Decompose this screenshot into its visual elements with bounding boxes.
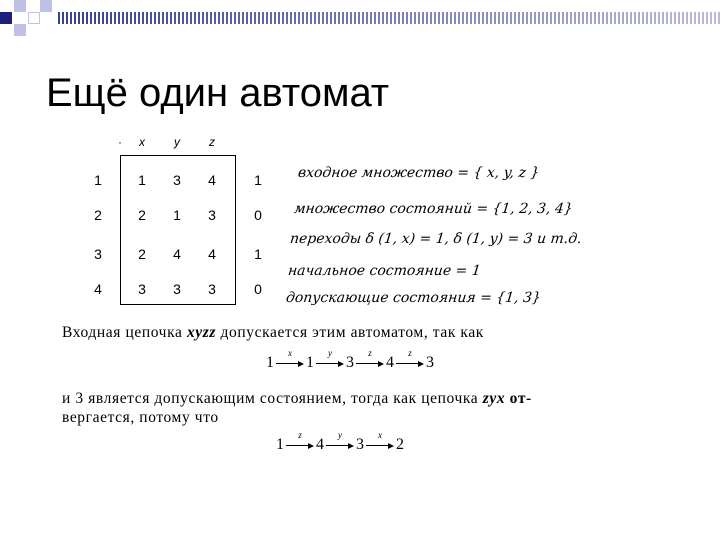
accepted-run-chain	[266, 348, 434, 382]
transition-arrow	[366, 430, 394, 454]
input-word: xyzz	[186, 324, 217, 341]
table-cell: 2	[138, 207, 146, 223]
accepting-states-definition: допускающие состояния = {1, 3}	[285, 290, 542, 306]
decor-square	[0, 12, 12, 24]
table-accept-flag: 0	[254, 207, 262, 223]
slide-title: Ещё один автомат	[46, 71, 390, 115]
arrow-label: z	[298, 430, 302, 440]
transition-arrow	[316, 348, 344, 372]
table-cell: 1	[138, 172, 146, 188]
decor-square	[40, 0, 52, 12]
table-cell: 3	[173, 172, 181, 188]
table-state-label: 2	[94, 207, 102, 223]
table-state-label: 1	[94, 172, 102, 188]
top-gradient-band	[58, 12, 720, 24]
chain-state: 1	[276, 436, 284, 453]
input-set-definition: входное множество = { x, y, z }	[297, 165, 541, 181]
paragraph-accepted	[62, 324, 484, 342]
corner-decoration	[0, 0, 60, 40]
chain-state: 1	[266, 354, 274, 371]
table-accept-flag: 1	[254, 246, 262, 262]
input-word: zyx	[482, 390, 506, 407]
arrow-label: y	[338, 430, 342, 440]
chain-state: 3	[426, 354, 434, 371]
chain-state: 3	[346, 354, 354, 371]
arrow-label: y	[328, 348, 332, 358]
table-state-label: 3	[94, 246, 102, 262]
table-cell: 3	[173, 281, 181, 297]
paragraph-text: и 3 является допускающим состоянием, тогда как цепочка	[62, 390, 483, 407]
decor-square	[28, 12, 40, 24]
paragraph-rejected-line2: вергается, потому что	[62, 409, 219, 426]
table-cell: 3	[208, 207, 216, 223]
transition-arrow	[356, 348, 384, 372]
table-cell: 1	[173, 207, 181, 223]
chain-state: 3	[356, 436, 364, 453]
table-cell: 3	[138, 281, 146, 297]
paragraph-rejected-line1	[62, 390, 532, 408]
arrow-label: x	[378, 430, 382, 440]
arrow-label: z	[368, 348, 372, 358]
arrow-label: x	[288, 348, 292, 358]
table-column-header: y	[174, 135, 180, 149]
table-cell: 3	[208, 281, 216, 297]
table-cell: 4	[208, 246, 216, 262]
table-accept-flag: 0	[254, 281, 262, 297]
paragraph-text: от-	[505, 390, 532, 407]
table-state-label: 4	[94, 281, 102, 297]
arrow-label: z	[408, 348, 412, 358]
transition-arrow	[326, 430, 354, 454]
transition-arrow	[276, 348, 304, 372]
table-column-header: z	[209, 135, 215, 149]
chain-state: 1	[306, 354, 314, 371]
table-cell: 4	[208, 172, 216, 188]
table-column-header: x	[139, 135, 145, 149]
decor-square	[14, 24, 26, 36]
decor-square	[14, 0, 26, 12]
table-accept-flag: 1	[254, 172, 262, 188]
state-set-definition: множество состояний = {1, 2, 3, 4}	[293, 201, 574, 217]
table-cell: 4	[173, 246, 181, 262]
chain-state: 4	[386, 354, 394, 371]
paragraph-text: допускается этим автоматом, так как	[216, 324, 484, 341]
transition-arrow	[286, 430, 314, 454]
table-cell: 2	[138, 246, 146, 262]
initial-state-definition: начальное состояние = 1	[287, 263, 482, 279]
chain-state: 2	[396, 436, 404, 453]
table-corner-mark: ·	[118, 135, 122, 149]
chain-state: 4	[316, 436, 324, 453]
transition-arrow	[396, 348, 424, 372]
paragraph-text: Входная цепочка	[62, 324, 187, 341]
rejected-run-chain	[276, 430, 404, 464]
transitions-definition: переходы δ (1, x) = 1, δ (1, y) = 3 и т.д.	[289, 231, 583, 247]
